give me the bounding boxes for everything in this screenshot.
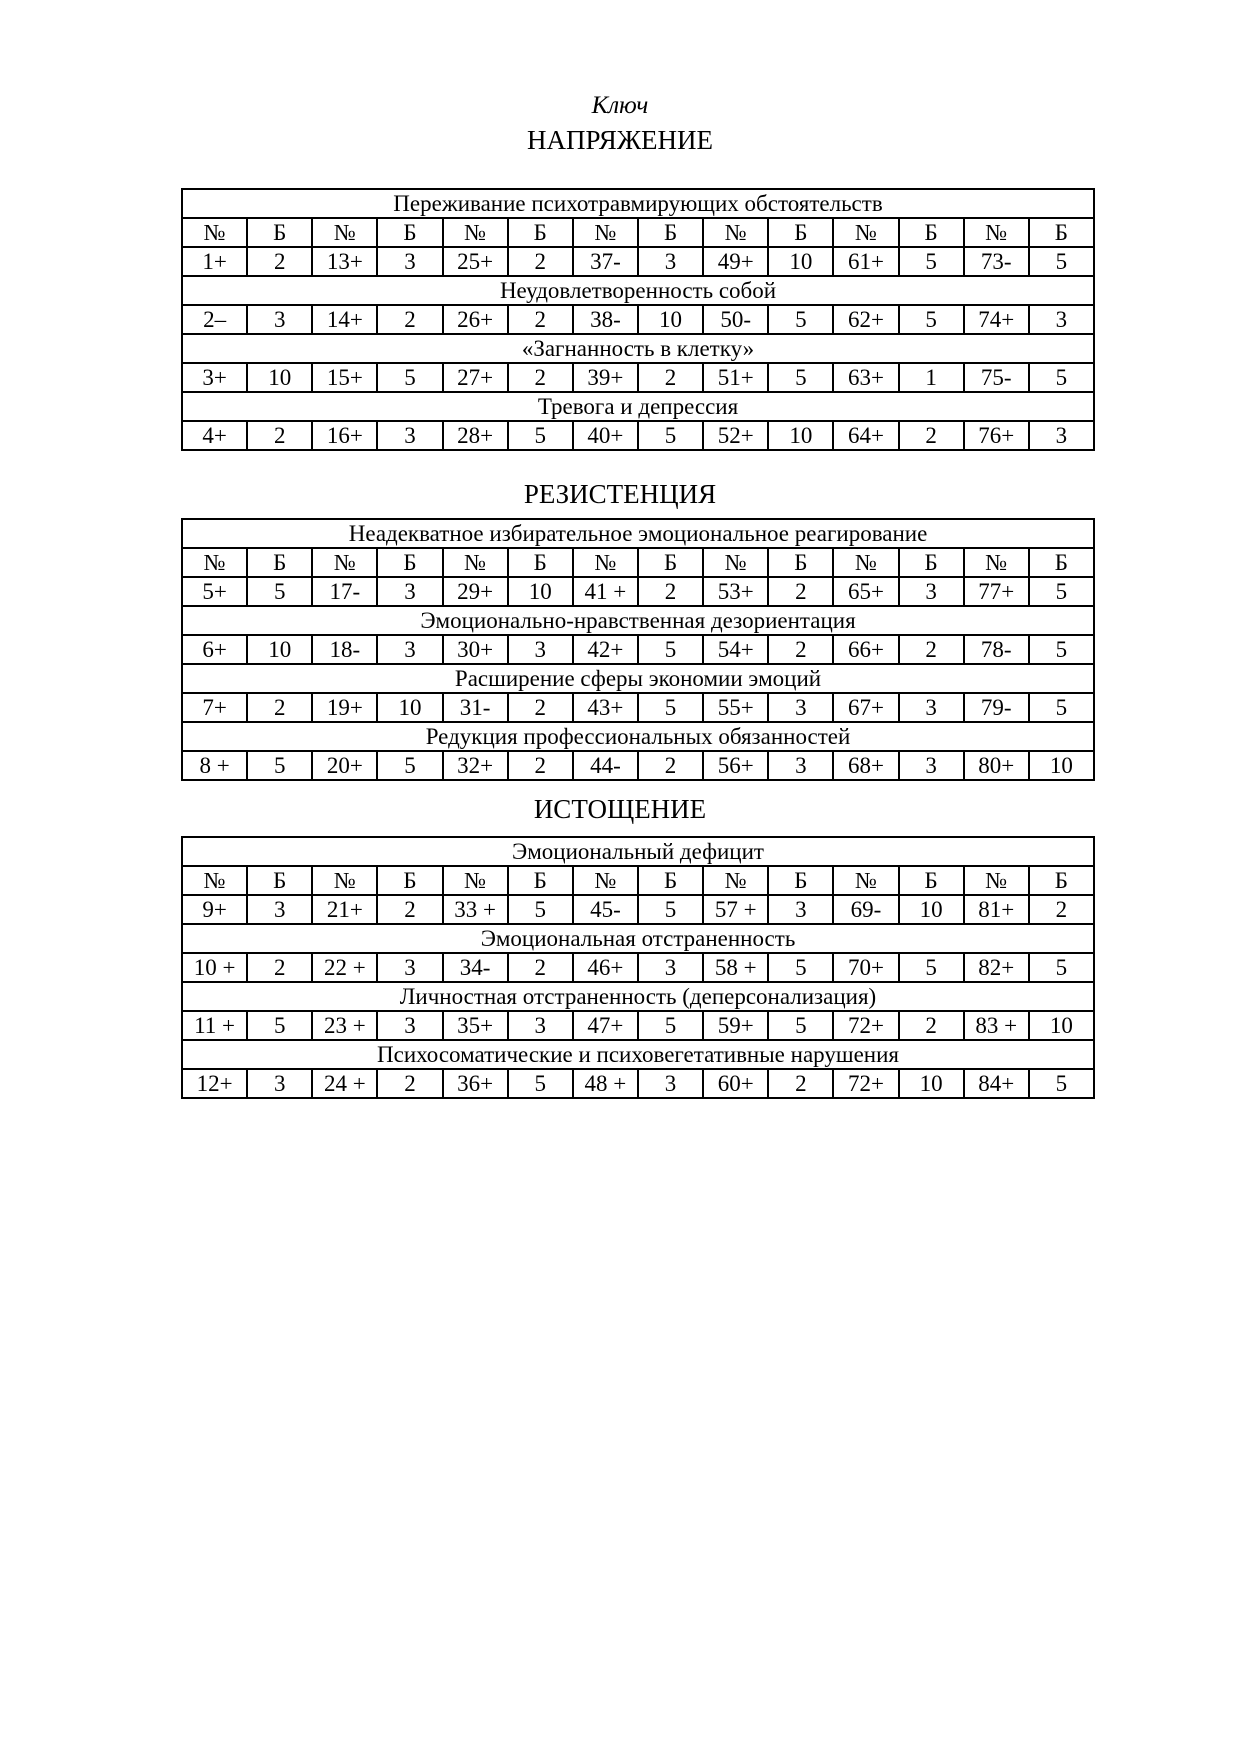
- column-header-score: Б: [247, 218, 312, 247]
- score-cell: 5: [1029, 635, 1094, 664]
- score-cell: 2: [377, 305, 442, 334]
- score-cell: 5: [508, 895, 573, 924]
- item-number-cell: 37-: [573, 247, 638, 276]
- item-number-cell: 73-: [964, 247, 1029, 276]
- item-number-cell: 42+: [573, 635, 638, 664]
- item-number-cell: 79-: [964, 693, 1029, 722]
- score-cell: 2: [247, 421, 312, 450]
- column-header-number: №: [443, 218, 508, 247]
- score-cell: 2: [247, 953, 312, 982]
- item-number-cell: 1+: [182, 247, 247, 276]
- column-header-number: №: [833, 548, 898, 577]
- column-header-score: Б: [638, 548, 703, 577]
- column-header-number: №: [182, 866, 247, 895]
- table-row: [182, 363, 1094, 392]
- score-cell: 10: [508, 577, 573, 606]
- column-header-number: №: [312, 548, 377, 577]
- score-cell: 3: [377, 421, 442, 450]
- score-cell: 5: [1029, 363, 1094, 392]
- score-cell: 2: [508, 305, 573, 334]
- column-header-number: №: [833, 866, 898, 895]
- score-cell: 5: [899, 247, 964, 276]
- item-number-cell: 61+: [833, 247, 898, 276]
- item-number-cell: 64+: [833, 421, 898, 450]
- column-header-score: Б: [899, 866, 964, 895]
- column-header-number: №: [964, 866, 1029, 895]
- item-number-cell: 80+: [964, 751, 1029, 780]
- item-number-cell: 74+: [964, 305, 1029, 334]
- table-row: [182, 635, 1094, 664]
- subscale-title-row: [182, 664, 1094, 693]
- subscale-title-row: [182, 837, 1094, 866]
- score-cell: 3: [377, 577, 442, 606]
- item-number-cell: 84+: [964, 1069, 1029, 1098]
- item-number-cell: 68+: [833, 751, 898, 780]
- subscale-title-row: [182, 722, 1094, 751]
- item-number-cell: 26+: [443, 305, 508, 334]
- score-cell: 10: [638, 305, 703, 334]
- key-table-resistance: [181, 518, 1095, 781]
- item-number-cell: 34-: [443, 953, 508, 982]
- table-row: [182, 577, 1094, 606]
- item-number-cell: 57 +: [703, 895, 768, 924]
- score-cell: 2: [247, 693, 312, 722]
- score-cell: 10: [1029, 1011, 1094, 1040]
- column-header-row: [182, 866, 1094, 895]
- score-cell: 5: [638, 1011, 703, 1040]
- item-number-cell: 62+: [833, 305, 898, 334]
- score-cell: 2: [899, 421, 964, 450]
- score-cell: 5: [768, 1011, 833, 1040]
- score-cell: 5: [899, 953, 964, 982]
- score-cell: 5: [1029, 577, 1094, 606]
- column-header-number: №: [443, 548, 508, 577]
- subscale-title-row: [182, 392, 1094, 421]
- score-cell: 5: [377, 751, 442, 780]
- score-cell: 1: [899, 363, 964, 392]
- item-number-cell: 27+: [443, 363, 508, 392]
- item-number-cell: 44-: [573, 751, 638, 780]
- item-number-cell: 13+: [312, 247, 377, 276]
- score-cell: 3: [508, 635, 573, 664]
- column-header-number: №: [573, 866, 638, 895]
- score-cell: 3: [899, 751, 964, 780]
- subscale-title-row: [182, 924, 1094, 953]
- subscale-title-row: [182, 982, 1094, 1011]
- item-number-cell: 31-: [443, 693, 508, 722]
- score-cell: 2: [377, 1069, 442, 1098]
- score-cell: 5: [638, 421, 703, 450]
- score-cell: 3: [768, 751, 833, 780]
- score-cell: 5: [638, 635, 703, 664]
- item-number-cell: 24 +: [312, 1069, 377, 1098]
- item-number-cell: 83 +: [964, 1011, 1029, 1040]
- item-number-cell: 8 +: [182, 751, 247, 780]
- key-table-tension: [181, 188, 1095, 451]
- item-number-cell: 76+: [964, 421, 1029, 450]
- column-header-score: Б: [899, 218, 964, 247]
- item-number-cell: 32+: [443, 751, 508, 780]
- item-number-cell: 56+: [703, 751, 768, 780]
- column-header-score: Б: [1029, 218, 1094, 247]
- subscale-title: Переживание психотравмирующих обстоятельств: [182, 189, 1094, 218]
- column-header-score: Б: [377, 548, 442, 577]
- item-number-cell: 60+: [703, 1069, 768, 1098]
- score-cell: 5: [508, 421, 573, 450]
- subscale-title: Психосоматические и психовегетативные нарушения: [182, 1040, 1094, 1069]
- column-header-score: Б: [508, 866, 573, 895]
- score-cell: 3: [638, 953, 703, 982]
- column-header-number: №: [182, 548, 247, 577]
- page-title: Ключ: [591, 92, 649, 119]
- score-cell: 3: [377, 635, 442, 664]
- score-cell: 5: [768, 305, 833, 334]
- table-row: [182, 247, 1094, 276]
- score-cell: 10: [1029, 751, 1094, 780]
- item-number-cell: 47+: [573, 1011, 638, 1040]
- table-row: [182, 751, 1094, 780]
- item-number-cell: 67+: [833, 693, 898, 722]
- column-header-number: №: [182, 218, 247, 247]
- score-cell: 5: [768, 953, 833, 982]
- score-cell: 5: [1029, 693, 1094, 722]
- item-number-cell: 52+: [703, 421, 768, 450]
- item-number-cell: 18-: [312, 635, 377, 664]
- column-header-score: Б: [377, 866, 442, 895]
- score-cell: 2: [638, 577, 703, 606]
- column-header-number: №: [573, 548, 638, 577]
- item-number-cell: 17-: [312, 577, 377, 606]
- item-number-cell: 28+: [443, 421, 508, 450]
- item-number-cell: 33 +: [443, 895, 508, 924]
- score-cell: 2: [247, 247, 312, 276]
- column-header-number: №: [573, 218, 638, 247]
- item-number-cell: 40+: [573, 421, 638, 450]
- item-number-cell: 23 +: [312, 1011, 377, 1040]
- score-cell: 10: [377, 693, 442, 722]
- score-cell: 5: [377, 363, 442, 392]
- score-cell: 2: [768, 577, 833, 606]
- item-number-cell: 11 +: [182, 1011, 247, 1040]
- item-number-cell: 78-: [964, 635, 1029, 664]
- subscale-title: Расширение сферы экономии эмоций: [182, 664, 1094, 693]
- item-number-cell: 72+: [833, 1069, 898, 1098]
- score-cell: 5: [768, 363, 833, 392]
- subscale-title-row: [182, 519, 1094, 548]
- item-number-cell: 50-: [703, 305, 768, 334]
- subscale-title: Неадекватное избирательное эмоциональное реагирование: [182, 519, 1094, 548]
- item-number-cell: 10 +: [182, 953, 247, 982]
- column-header-number: №: [703, 218, 768, 247]
- subscale-title-row: [182, 276, 1094, 305]
- column-header-number: №: [964, 218, 1029, 247]
- key-table-exhaustion: [181, 836, 1095, 1099]
- subscale-title: Эмоциональный дефицит: [182, 837, 1094, 866]
- score-cell: 10: [899, 1069, 964, 1098]
- item-number-cell: 66+: [833, 635, 898, 664]
- item-number-cell: 3+: [182, 363, 247, 392]
- item-number-cell: 43+: [573, 693, 638, 722]
- item-number-cell: 16+: [312, 421, 377, 450]
- score-cell: 5: [247, 751, 312, 780]
- score-cell: 3: [247, 895, 312, 924]
- column-header-score: Б: [1029, 866, 1094, 895]
- subscale-title: Личностная отстраненность (деперсонализация): [182, 982, 1094, 1011]
- column-header-score: Б: [899, 548, 964, 577]
- item-number-cell: 55+: [703, 693, 768, 722]
- subscale-title: Редукция профессиональных обязанностей: [182, 722, 1094, 751]
- item-number-cell: 14+: [312, 305, 377, 334]
- score-cell: 3: [899, 693, 964, 722]
- column-header-number: №: [312, 218, 377, 247]
- item-number-cell: 29+: [443, 577, 508, 606]
- item-number-cell: 22 +: [312, 953, 377, 982]
- table-row: [182, 895, 1094, 924]
- item-number-cell: 20+: [312, 751, 377, 780]
- score-cell: 10: [899, 895, 964, 924]
- subscale-title: «Загнанность в клетку»: [182, 334, 1094, 363]
- column-header-score: Б: [1029, 548, 1094, 577]
- item-number-cell: 65+: [833, 577, 898, 606]
- score-cell: 2: [899, 1011, 964, 1040]
- score-cell: 2: [508, 247, 573, 276]
- score-cell: 2: [508, 751, 573, 780]
- score-cell: 2: [508, 693, 573, 722]
- score-cell: 2: [508, 363, 573, 392]
- item-number-cell: 70+: [833, 953, 898, 982]
- subscale-title-row: [182, 334, 1094, 363]
- item-number-cell: 69-: [833, 895, 898, 924]
- score-cell: 10: [247, 363, 312, 392]
- item-number-cell: 30+: [443, 635, 508, 664]
- item-number-cell: 46+: [573, 953, 638, 982]
- column-header-score: Б: [638, 218, 703, 247]
- column-header-score: Б: [508, 218, 573, 247]
- score-cell: 3: [638, 1069, 703, 1098]
- section-heading-resistance: РЕЗИСТЕНЦИЯ: [523, 479, 717, 509]
- score-cell: 3: [1029, 305, 1094, 334]
- score-cell: 5: [1029, 953, 1094, 982]
- score-cell: 2: [768, 635, 833, 664]
- item-number-cell: 4+: [182, 421, 247, 450]
- section-heading-tension: НАПРЯЖЕНИЕ: [527, 125, 713, 155]
- score-cell: 3: [247, 305, 312, 334]
- score-cell: 3: [768, 693, 833, 722]
- column-header-score: Б: [377, 218, 442, 247]
- item-number-cell: 12+: [182, 1069, 247, 1098]
- column-header-score: Б: [247, 548, 312, 577]
- subscale-title: Неудовлетворенность собой: [182, 276, 1094, 305]
- column-header-row: [182, 218, 1094, 247]
- score-cell: 3: [247, 1069, 312, 1098]
- table-row: [182, 693, 1094, 722]
- column-header-score: Б: [638, 866, 703, 895]
- score-cell: 2: [508, 953, 573, 982]
- column-header-score: Б: [768, 218, 833, 247]
- score-cell: 2: [638, 751, 703, 780]
- item-number-cell: 59+: [703, 1011, 768, 1040]
- score-cell: 5: [247, 577, 312, 606]
- table-row: [182, 1011, 1094, 1040]
- column-header-number: №: [703, 548, 768, 577]
- item-number-cell: 48 +: [573, 1069, 638, 1098]
- column-header-number: №: [964, 548, 1029, 577]
- item-number-cell: 81+: [964, 895, 1029, 924]
- table-row: [182, 421, 1094, 450]
- score-cell: 3: [377, 953, 442, 982]
- score-cell: 2: [377, 895, 442, 924]
- item-number-cell: 25+: [443, 247, 508, 276]
- score-cell: 2: [768, 1069, 833, 1098]
- score-cell: 3: [768, 895, 833, 924]
- column-header-score: Б: [768, 548, 833, 577]
- item-number-cell: 53+: [703, 577, 768, 606]
- item-number-cell: 45-: [573, 895, 638, 924]
- column-header-number: №: [833, 218, 898, 247]
- column-header-number: №: [443, 866, 508, 895]
- item-number-cell: 75-: [964, 363, 1029, 392]
- item-number-cell: 72+: [833, 1011, 898, 1040]
- score-cell: 2: [899, 635, 964, 664]
- subscale-title-row: [182, 1040, 1094, 1069]
- item-number-cell: 7+: [182, 693, 247, 722]
- subscale-title: Тревога и депрессия: [182, 392, 1094, 421]
- column-header-score: Б: [768, 866, 833, 895]
- column-header-number: №: [312, 866, 377, 895]
- item-number-cell: 21+: [312, 895, 377, 924]
- subscale-title: Эмоционально-нравственная дезориентация: [182, 606, 1094, 635]
- item-number-cell: 63+: [833, 363, 898, 392]
- item-number-cell: 82+: [964, 953, 1029, 982]
- score-cell: 5: [1029, 247, 1094, 276]
- score-cell: 2: [638, 363, 703, 392]
- score-cell: 3: [1029, 421, 1094, 450]
- score-cell: 5: [508, 1069, 573, 1098]
- score-cell: 5: [638, 895, 703, 924]
- score-cell: 10: [768, 421, 833, 450]
- item-number-cell: 49+: [703, 247, 768, 276]
- score-cell: 3: [377, 1011, 442, 1040]
- score-cell: 3: [508, 1011, 573, 1040]
- item-number-cell: 38-: [573, 305, 638, 334]
- column-header-score: Б: [247, 866, 312, 895]
- item-number-cell: 54+: [703, 635, 768, 664]
- score-cell: 3: [638, 247, 703, 276]
- item-number-cell: 51+: [703, 363, 768, 392]
- item-number-cell: 5+: [182, 577, 247, 606]
- column-header-number: №: [703, 866, 768, 895]
- score-cell: 2: [1029, 895, 1094, 924]
- score-cell: 5: [1029, 1069, 1094, 1098]
- subscale-title: Эмоциональная отстраненность: [182, 924, 1094, 953]
- score-cell: 3: [899, 577, 964, 606]
- subscale-title-row: [182, 189, 1094, 218]
- score-cell: 5: [899, 305, 964, 334]
- item-number-cell: 9+: [182, 895, 247, 924]
- item-number-cell: 36+: [443, 1069, 508, 1098]
- score-cell: 3: [377, 247, 442, 276]
- score-cell: 5: [638, 693, 703, 722]
- score-cell: 10: [247, 635, 312, 664]
- item-number-cell: 58 +: [703, 953, 768, 982]
- item-number-cell: 2–: [182, 305, 247, 334]
- table-row: [182, 953, 1094, 982]
- item-number-cell: 39+: [573, 363, 638, 392]
- item-number-cell: 35+: [443, 1011, 508, 1040]
- table-row: [182, 305, 1094, 334]
- column-header-score: Б: [508, 548, 573, 577]
- item-number-cell: 77+: [964, 577, 1029, 606]
- column-header-row: [182, 548, 1094, 577]
- score-cell: 5: [247, 1011, 312, 1040]
- item-number-cell: 15+: [312, 363, 377, 392]
- item-number-cell: 19+: [312, 693, 377, 722]
- item-number-cell: 41 +: [573, 577, 638, 606]
- item-number-cell: 6+: [182, 635, 247, 664]
- subscale-title-row: [182, 606, 1094, 635]
- score-cell: 10: [768, 247, 833, 276]
- table-row: [182, 1069, 1094, 1098]
- section-heading-exhaustion: ИСТОЩЕНИЕ: [533, 794, 707, 824]
